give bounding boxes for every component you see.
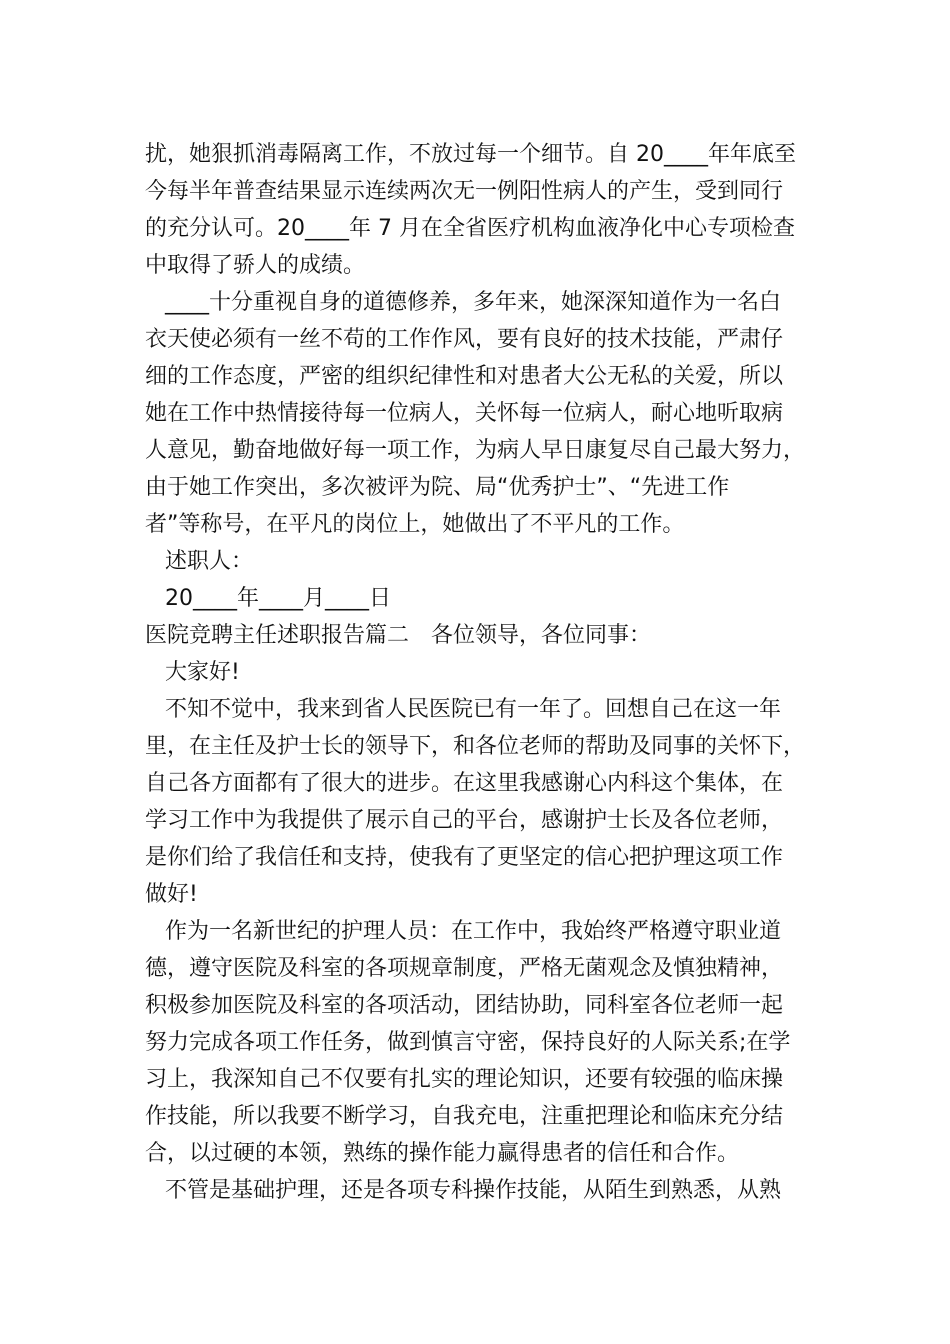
text-line: 她在工作中热情接待每一位病人，关怀每一位病人，耐心地听取病 [145,401,784,426]
text-line: 积极参加医院及科室的各项活动，团结协助，同科室各位老师一起 [145,993,784,1018]
text-line: 合，以过硬的本领，熟练的操作能力赢得患者的信任和合作。 [145,1141,740,1166]
text-line: 作技能，所以我要不断学习，自我充电，注重把理论和临床充分结 [145,1104,784,1129]
paragraph-first-line: 作为一名新世纪的护理人员：在工作中，我始终严格遵守职业道 [165,919,782,944]
text-line: 由于她工作突出，多次被评为院、局“优秀护士”、“先进工作 [145,475,730,500]
signature-label: 述职人： [165,549,254,574]
text-line: 学习工作中为我提供了展示自己的平台，感谢护士长及各位老师， [145,808,784,833]
date-line: 20____年____月____日 [165,586,391,611]
greeting: 大家好! [165,660,240,685]
text-line: 德，遵守医院及科室的各项规章制度，严格无菌观念及慎独精神， [145,956,784,981]
text-line: 人意见，勤奋地做好每一项工作，为病人早日康复尽自己最大努力， [145,438,806,463]
text-line: 中取得了骄人的成绩。 [145,253,366,278]
paragraph-first-line: 不管是基础护理，还是各项专科操作技能，从陌生到熟悉，从熟 [165,1178,782,1203]
paragraph-first-line: 不知不觉中，我来到省人民医院已有一年了。回想自己在这一年 [165,697,782,722]
section-heading: 医院竞聘主任述职报告篇二 各位领导，各位同事： [145,623,652,648]
text-line: 自己各方面都有了很大的进步。在这里我感谢心内科这个集体，在 [145,771,784,796]
text-line: 衣天使必须有一丝不苟的工作作风，要有良好的技术技能，严肃仔 [145,327,784,352]
text-line: 里，在主任及护士长的领导下，和各位老师的帮助及同事的关怀下， [145,734,806,759]
text-line: 是你们给了我信任和支持，使我有了更坚定的信心把护理这项工作 [145,845,784,870]
text-line: 做好! [145,882,198,907]
paragraph-first-line: ____十分重视自身的道德修养，多年来，她深深知道作为一名白 [165,290,782,315]
text-line: 者”等称号，在平凡的岗位上，她做出了不平凡的工作。 [145,512,685,537]
text-line: 今每半年普查结果显示连续两次无一例阳性病人的产生，受到同行 [145,179,784,204]
text-line: 细的工作态度，严密的组织纪律性和对患者大公无私的关爱，所以 [145,364,784,389]
text-line: 习上，我深知自己不仅要有扎实的理论知识，还要有较强的临床操 [145,1067,784,1092]
text-line: 扰，她狠抓消毒隔离工作，不放过每一个细节。自 20____年年底至 [145,142,796,167]
text-line: 的充分认可。20____年 7 月在全省医疗机构血液净化中心专项检查 [145,216,795,241]
text-line: 努力完成各项工作任务，做到慎言守密，保持良好的人际关系;在学 [145,1030,791,1055]
